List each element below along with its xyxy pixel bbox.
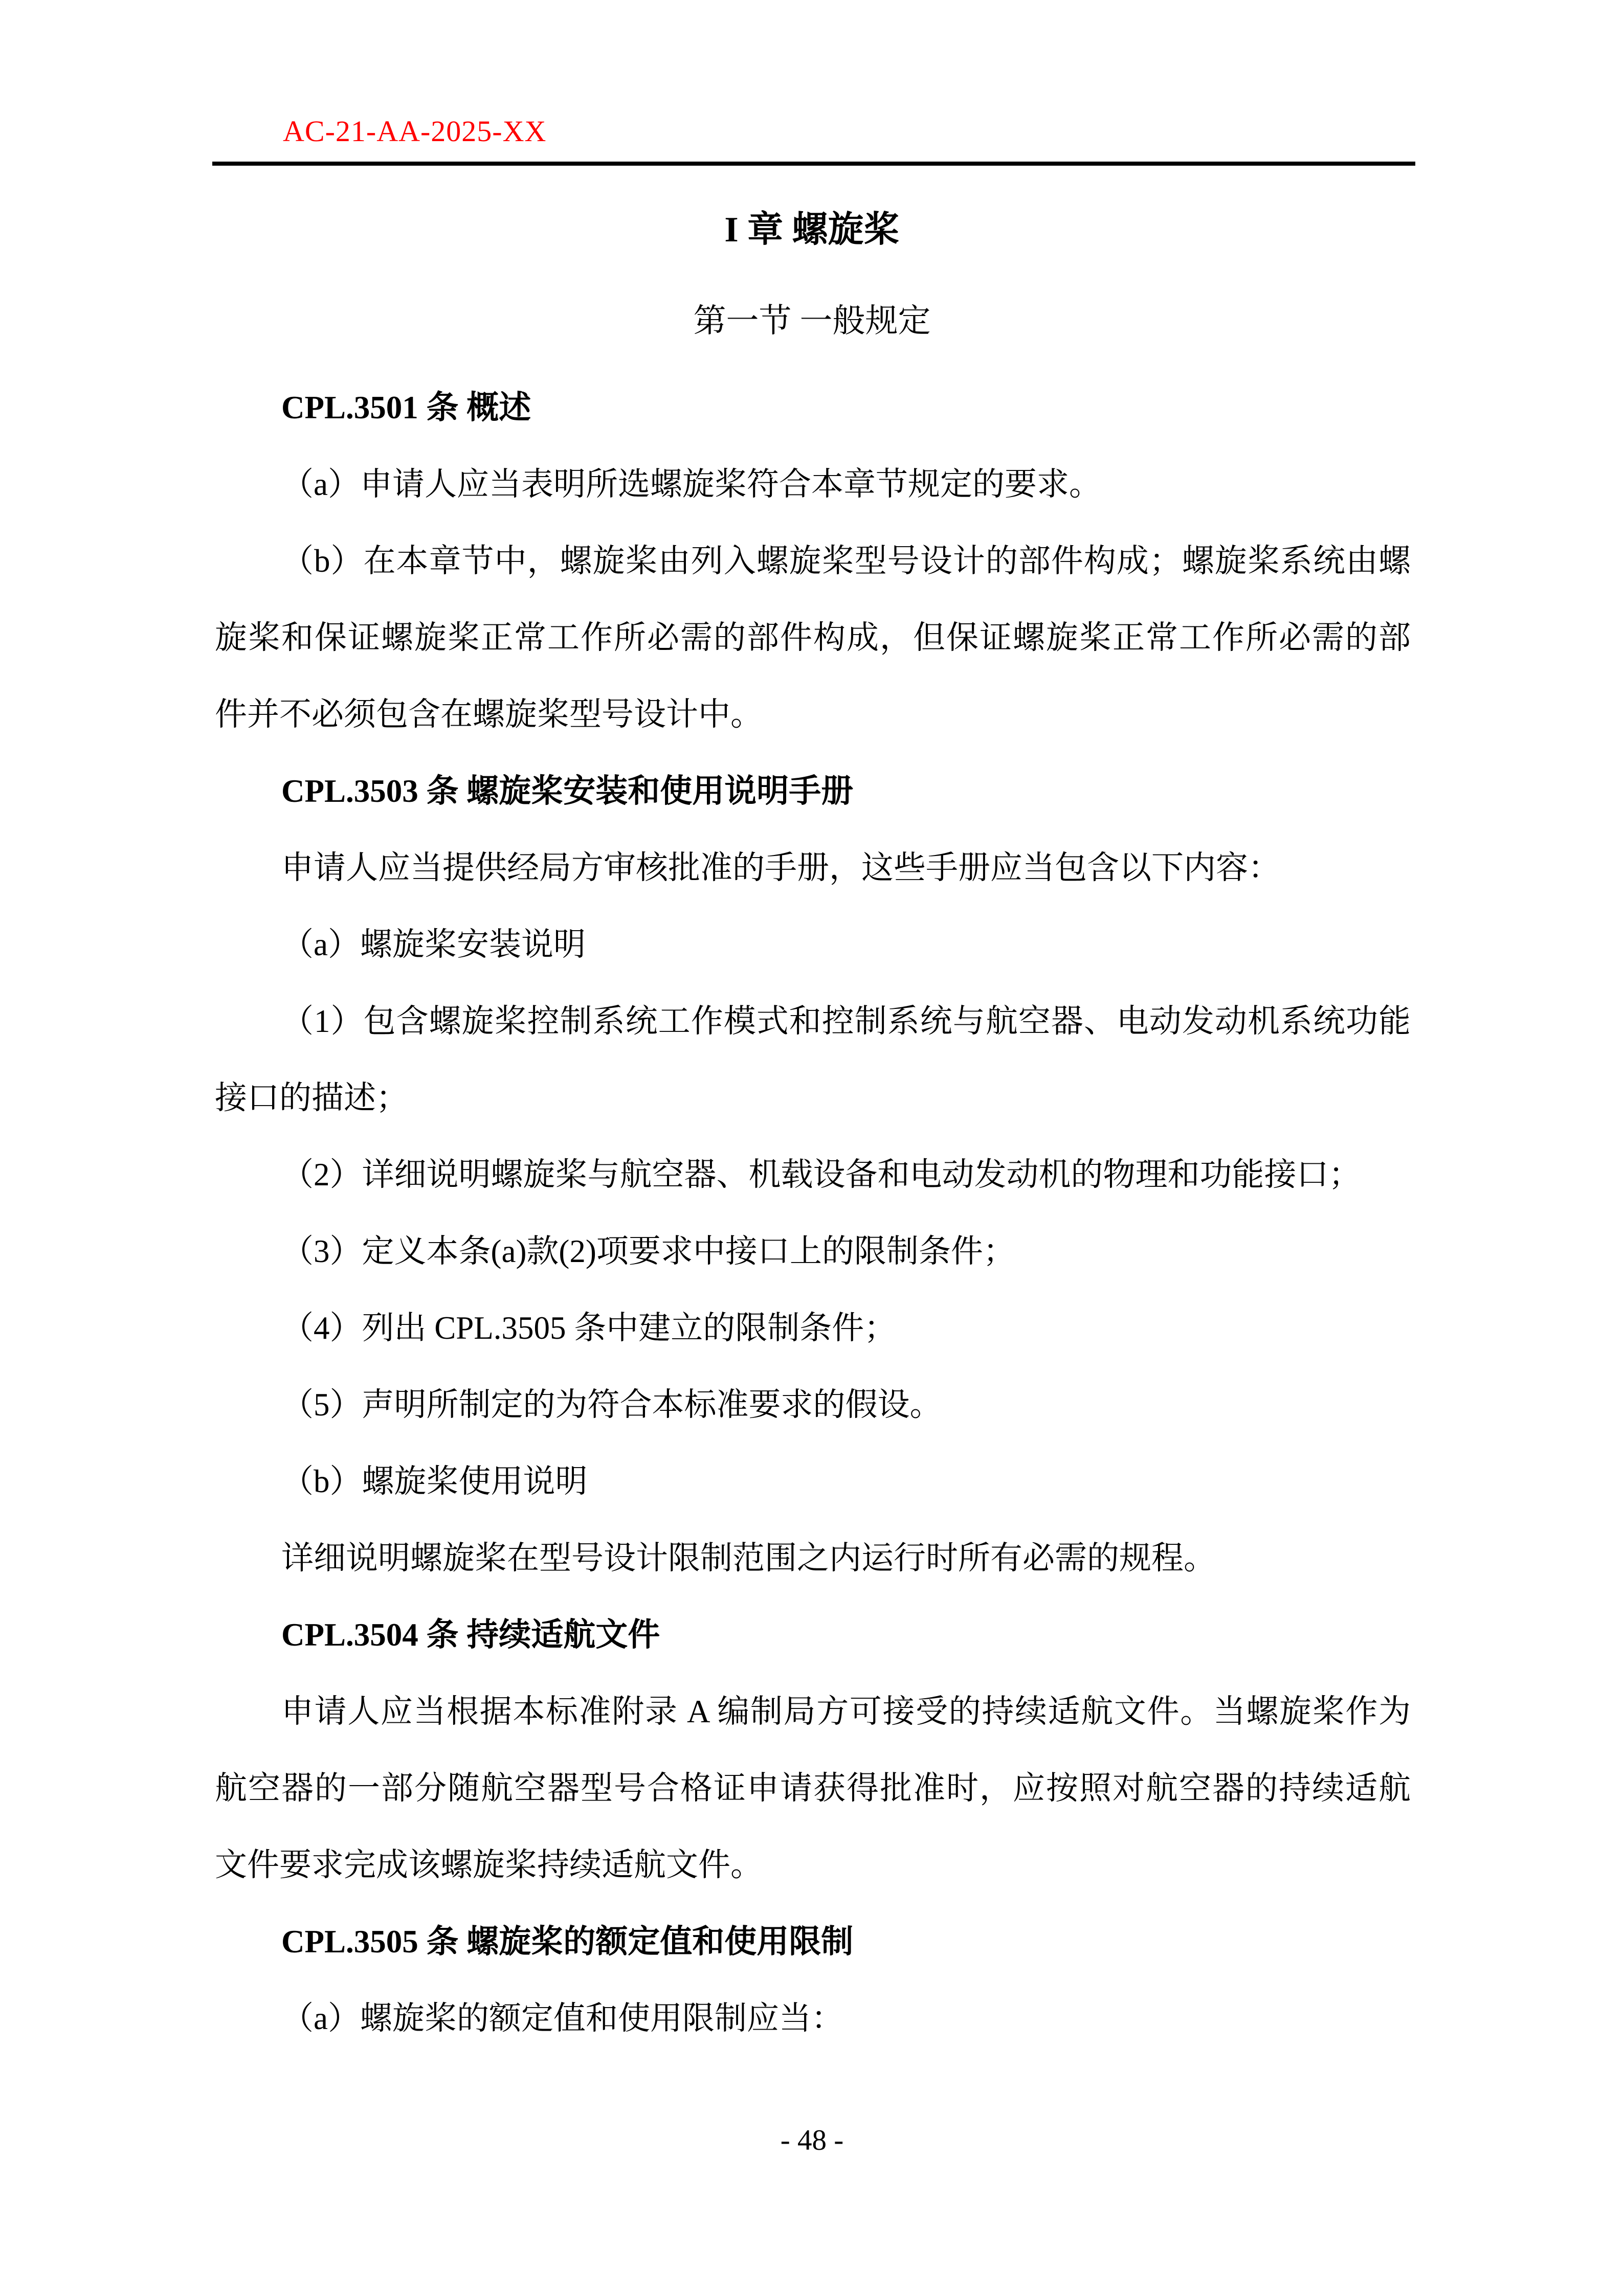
doc-line: 航空器的一部分随航空器型号合格证申请获得批准时，应按照对航空器的持续适航 [215,1770,1411,1806]
doc-line: （5）声明所制定的为符合本标准要求的假设。 [281,1387,942,1423]
doc-line: 申请人应当提供经局方审核批准的手册，这些手册应当包含以下内容： [281,850,1280,886]
doc-line: （a）螺旋桨的额定值和使用限制应当： [281,2000,843,2036]
doc-line: （a）申请人应当表明所选螺旋桨符合本章节规定的要求。 [281,466,1101,502]
doc-line: 接口的描述； [215,1080,408,1116]
doc-number: AC-21-AA-2025-XX [283,115,547,148]
document-body [215,369,1411,2057]
doc-line: 文件要求完成该螺旋桨持续适航文件。 [215,1847,763,1883]
doc-line: 详细说明螺旋桨在型号设计限制范围之内运行时所有必需的规程。 [281,1540,1216,1576]
article-heading-cpl3504: CPL.3504 条 持续适航文件 [281,1617,660,1653]
article-heading-cpl3501: CPL.3501 条 概述 [281,390,531,425]
doc-line: 申请人应当根据本标准附录 A 编制局方可接受的持续适航文件。当螺旋桨作为 [281,1694,1411,1729]
chapter-title: I 章 螺旋桨 [724,210,900,250]
doc-line: （b）螺旋桨使用说明 [281,1464,588,1499]
doc-line: 件并不必须包含在螺旋桨型号设计中。 [215,696,763,732]
doc-line: （2）详细说明螺旋桨与航空器、机载设备和电动发动机的物理和功能接口； [281,1157,1361,1192]
doc-line: 旋桨和保证螺旋桨正常工作所必需的部件构成，但保证螺旋桨正常工作所必需的部 [215,620,1411,656]
article-heading-cpl3505: CPL.3505 条 螺旋桨的额定值和使用限制 [281,1924,854,1960]
doc-line: （3）定义本条(a)款(2)项要求中接口上的限制条件； [281,1233,1015,1269]
article-heading-cpl3503: CPL.3503 条 螺旋桨安装和使用说明手册 [281,773,854,809]
doc-line: （b）在本章节中，螺旋桨由列入螺旋桨型号设计的部件构成；螺旋桨系统由螺 [281,543,1411,579]
doc-line: （4）列出 CPL.3505 条中建立的限制条件； [281,1310,897,1346]
section-title: 第一节 一般规定 [693,303,931,339]
header-rule-divider [212,162,1415,166]
page-footer [0,2122,1624,2159]
page-number: - 48 - [780,2124,844,2156]
doc-line: （a）螺旋桨安装说明 [281,927,586,962]
doc-line: （1）包含螺旋桨控制系统工作模式和控制系统与航空器、电动发动机系统功能 [281,1003,1411,1039]
